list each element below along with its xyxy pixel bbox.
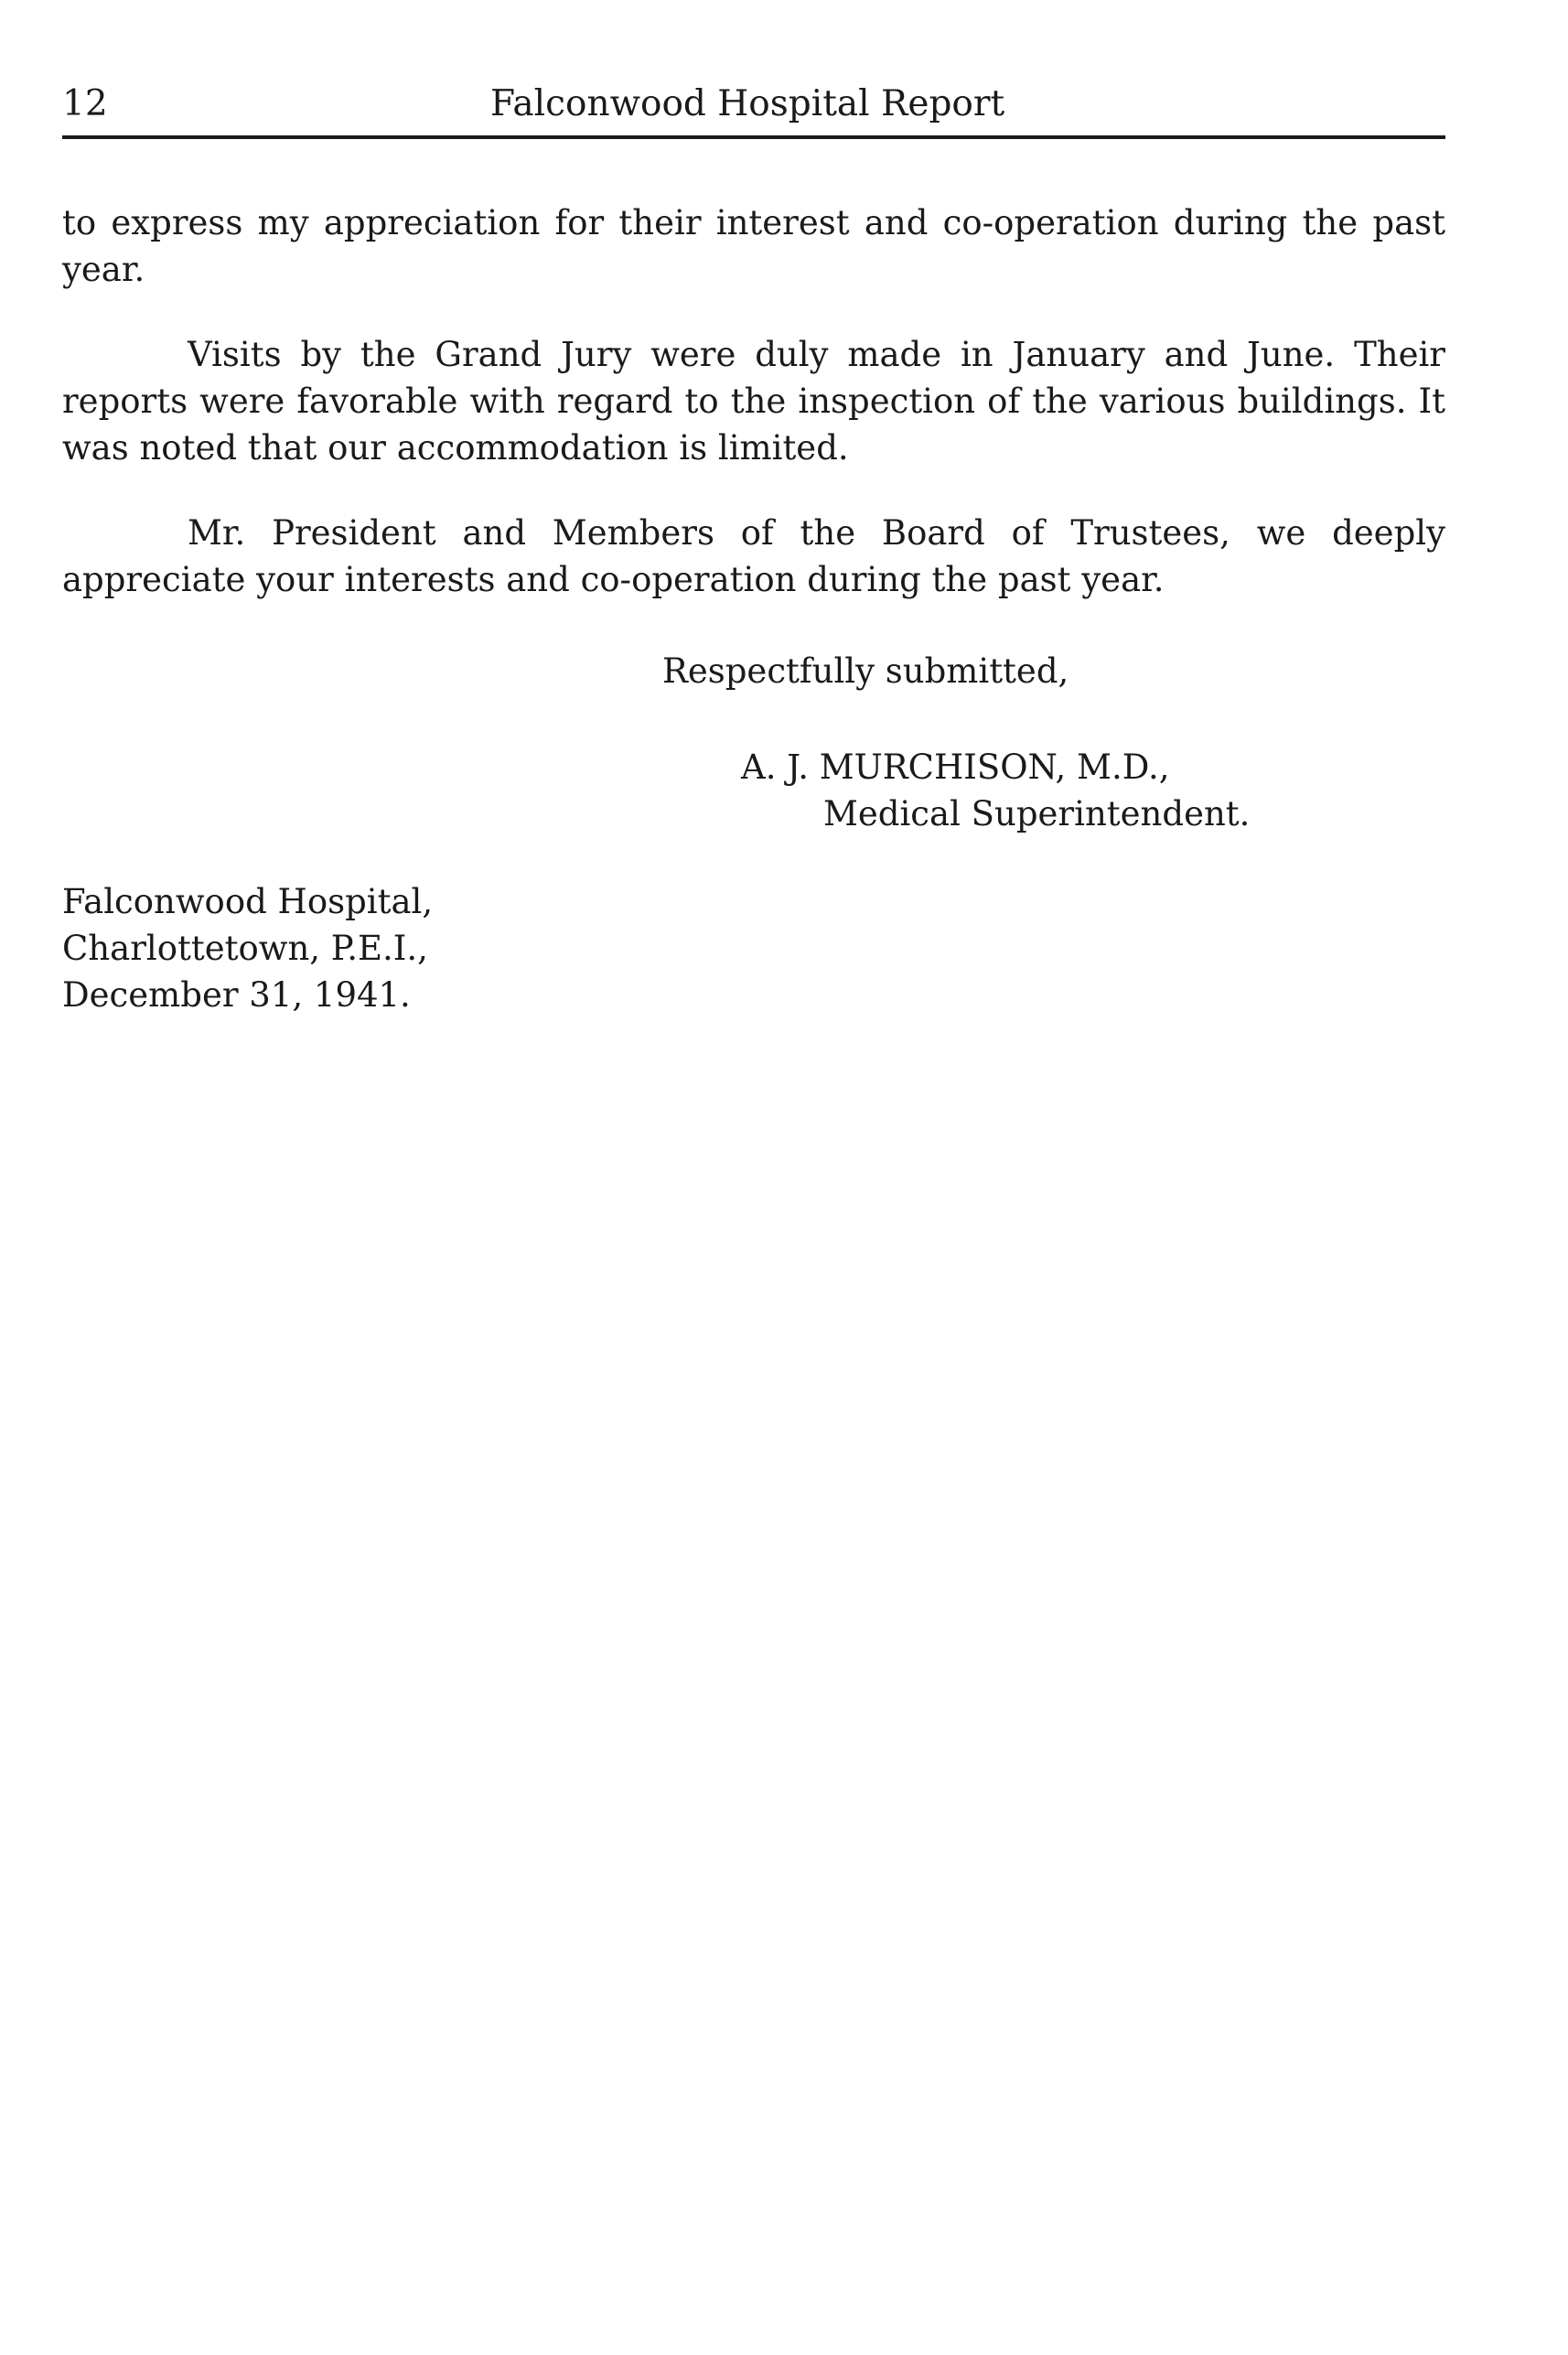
page-number: 12 xyxy=(62,83,108,124)
signer-name: A. J. MURCHISON, M.D., xyxy=(741,747,1170,787)
closing-salutation: Respectfully submitted, xyxy=(662,651,1069,691)
address-line-city: Charlottetown, P.E.I., xyxy=(62,929,428,968)
page-header xyxy=(62,81,1445,135)
address-line-date: December 31, 1941. xyxy=(62,975,411,1015)
signer-title: Medical Superintendent. xyxy=(823,794,1251,833)
header-rule xyxy=(62,135,1445,139)
address-block xyxy=(62,878,433,1018)
paragraph-continuation: to express my appreciation for their interest and co-operation during the past year. xyxy=(62,203,1445,289)
running-title: Falconwood Hospital Report xyxy=(490,83,1005,124)
address-line-institution: Falconwood Hospital, xyxy=(62,882,434,921)
paragraph-trustees: Mr. President and Members of the Board of Trustees, we deeply appreciate your interests and co-operation during the past year. xyxy=(62,513,1445,599)
paragraph-grand-jury: Visits by the Grand Jury were duly made in January and June. Their reports were favorable with regard to the inspection of the various buildings. It was noted that our accommodation is limited. xyxy=(62,335,1445,468)
